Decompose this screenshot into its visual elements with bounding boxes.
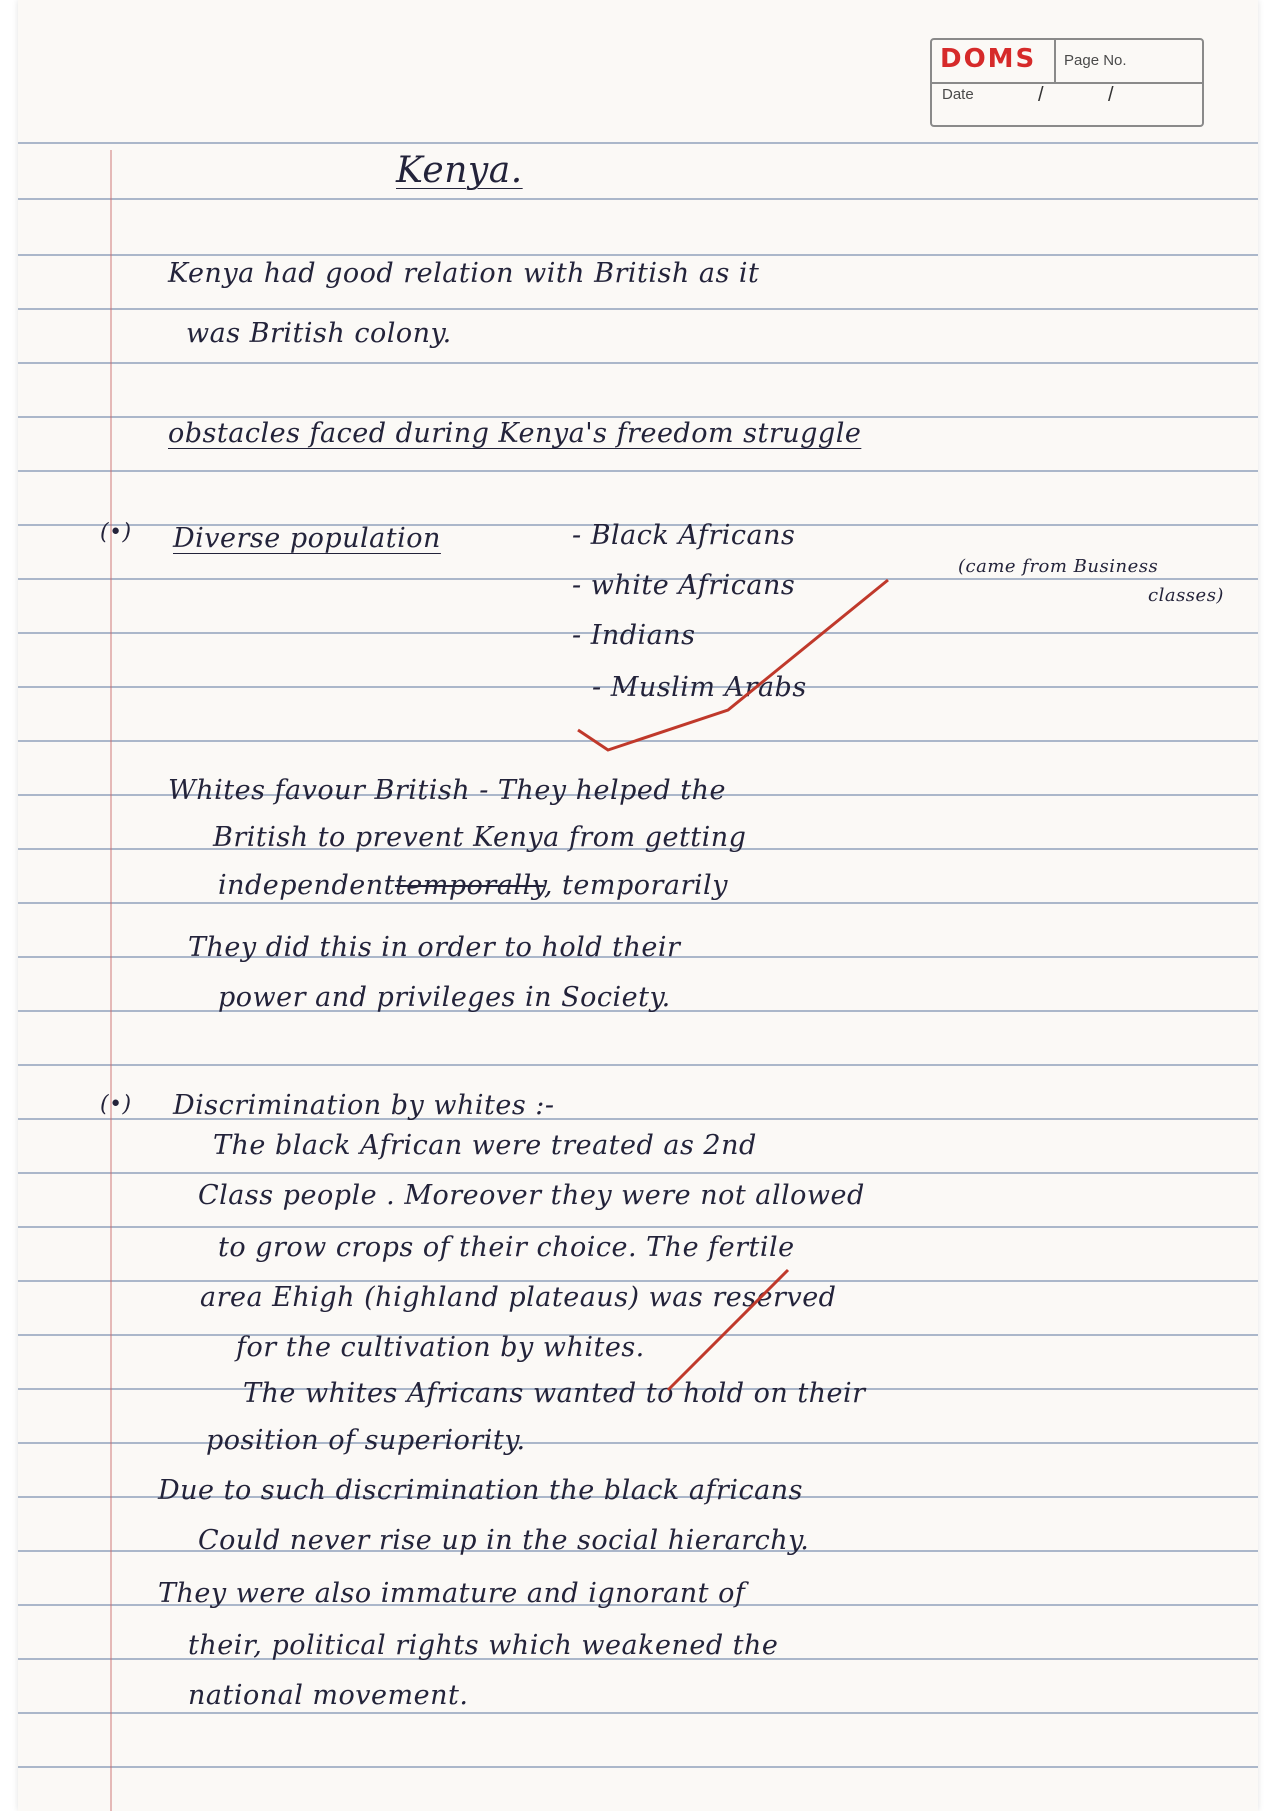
- date-label: Date: [942, 86, 974, 103]
- population-note: classes): [1148, 585, 1224, 606]
- ruled-line: [18, 1712, 1258, 1714]
- ruled-line: [18, 1226, 1258, 1228]
- discrimination-line: The black African were treated as 2nd: [213, 1130, 757, 1161]
- intro-line: Kenya had good relation with British as it: [168, 258, 760, 289]
- ruled-line: [18, 142, 1258, 144]
- discrimination-line: They were also immature and ignorant of: [158, 1578, 746, 1609]
- header-divider: [1054, 40, 1056, 82]
- discrimination-line: position of superiority.: [206, 1425, 526, 1456]
- section-heading: obstacles faced during Kenya's freedom struggle: [168, 418, 862, 449]
- ruled-line: [18, 1064, 1258, 1066]
- discrimination-line: Due to such discrimination the black africans: [158, 1475, 803, 1506]
- ruled-line: [18, 902, 1258, 904]
- ruled-line: [18, 254, 1258, 256]
- discrimination-line: Could never rise up in the social hierarchy.: [198, 1525, 810, 1556]
- population-note: (came from Business: [958, 556, 1159, 577]
- date-separator: /: [1108, 84, 1114, 106]
- ruled-line: [18, 362, 1258, 364]
- page-header-box: [930, 38, 1204, 127]
- ruled-line: [18, 1172, 1258, 1174]
- page-title: Kenya.: [396, 150, 523, 191]
- discrimination-line: Class people . Moreover they were not allowed: [198, 1180, 865, 1211]
- ruled-line: [18, 1766, 1258, 1768]
- page-number-label: Page No.: [1064, 52, 1127, 69]
- ruled-line: [18, 308, 1258, 310]
- discrimination-line: national movement.: [188, 1680, 469, 1711]
- correction-text: , temporarily: [543, 870, 728, 901]
- whites-paragraph-line: power and privileges in Society.: [218, 982, 671, 1013]
- bullet-marker: (•): [100, 1092, 132, 1117]
- ruled-line: [18, 1442, 1258, 1444]
- population-group: - Indians: [572, 620, 696, 651]
- whites-paragraph-line: Whites favour British - They helped the: [168, 775, 726, 806]
- whites-paragraph-line: They did this in order to hold their: [188, 932, 681, 963]
- population-group: - Muslim Arabs: [592, 672, 807, 703]
- margin-line: [110, 150, 112, 1811]
- whites-text: independent: [218, 870, 395, 901]
- whites-paragraph-line: [218, 870, 728, 901]
- date-separator: /: [1038, 84, 1044, 106]
- check-mark-icon: [568, 560, 898, 760]
- notebook-page: [18, 0, 1258, 1811]
- ruled-line: [18, 470, 1258, 472]
- brand-logo: DOMS: [940, 44, 1037, 74]
- diverse-population-label: Diverse population: [173, 523, 441, 554]
- bullet-marker: (•): [100, 520, 132, 545]
- discrimination-heading: Discrimination by whites :-: [173, 1090, 555, 1121]
- discrimination-line: their, political rights which weakened the: [188, 1630, 779, 1661]
- intro-line: was British colony.: [186, 318, 452, 349]
- whites-paragraph-line: British to prevent Kenya from getting: [213, 822, 747, 853]
- population-group: - white Africans: [572, 570, 796, 601]
- population-group: - Black Africans: [572, 520, 796, 551]
- ruled-line: [18, 198, 1258, 200]
- discrimination-line: The whites Africans wanted to hold on their: [243, 1378, 866, 1409]
- discrimination-line: area Ehigh (highland plateaus) was reserved: [200, 1282, 837, 1313]
- check-mark-icon: [658, 1260, 798, 1400]
- discrimination-line: for the cultivation by whites.: [236, 1332, 645, 1363]
- header-divider: [932, 82, 1202, 84]
- discrimination-line: to grow crops of their choice. The fertile: [218, 1232, 795, 1263]
- struck-text: temporally: [394, 870, 544, 901]
